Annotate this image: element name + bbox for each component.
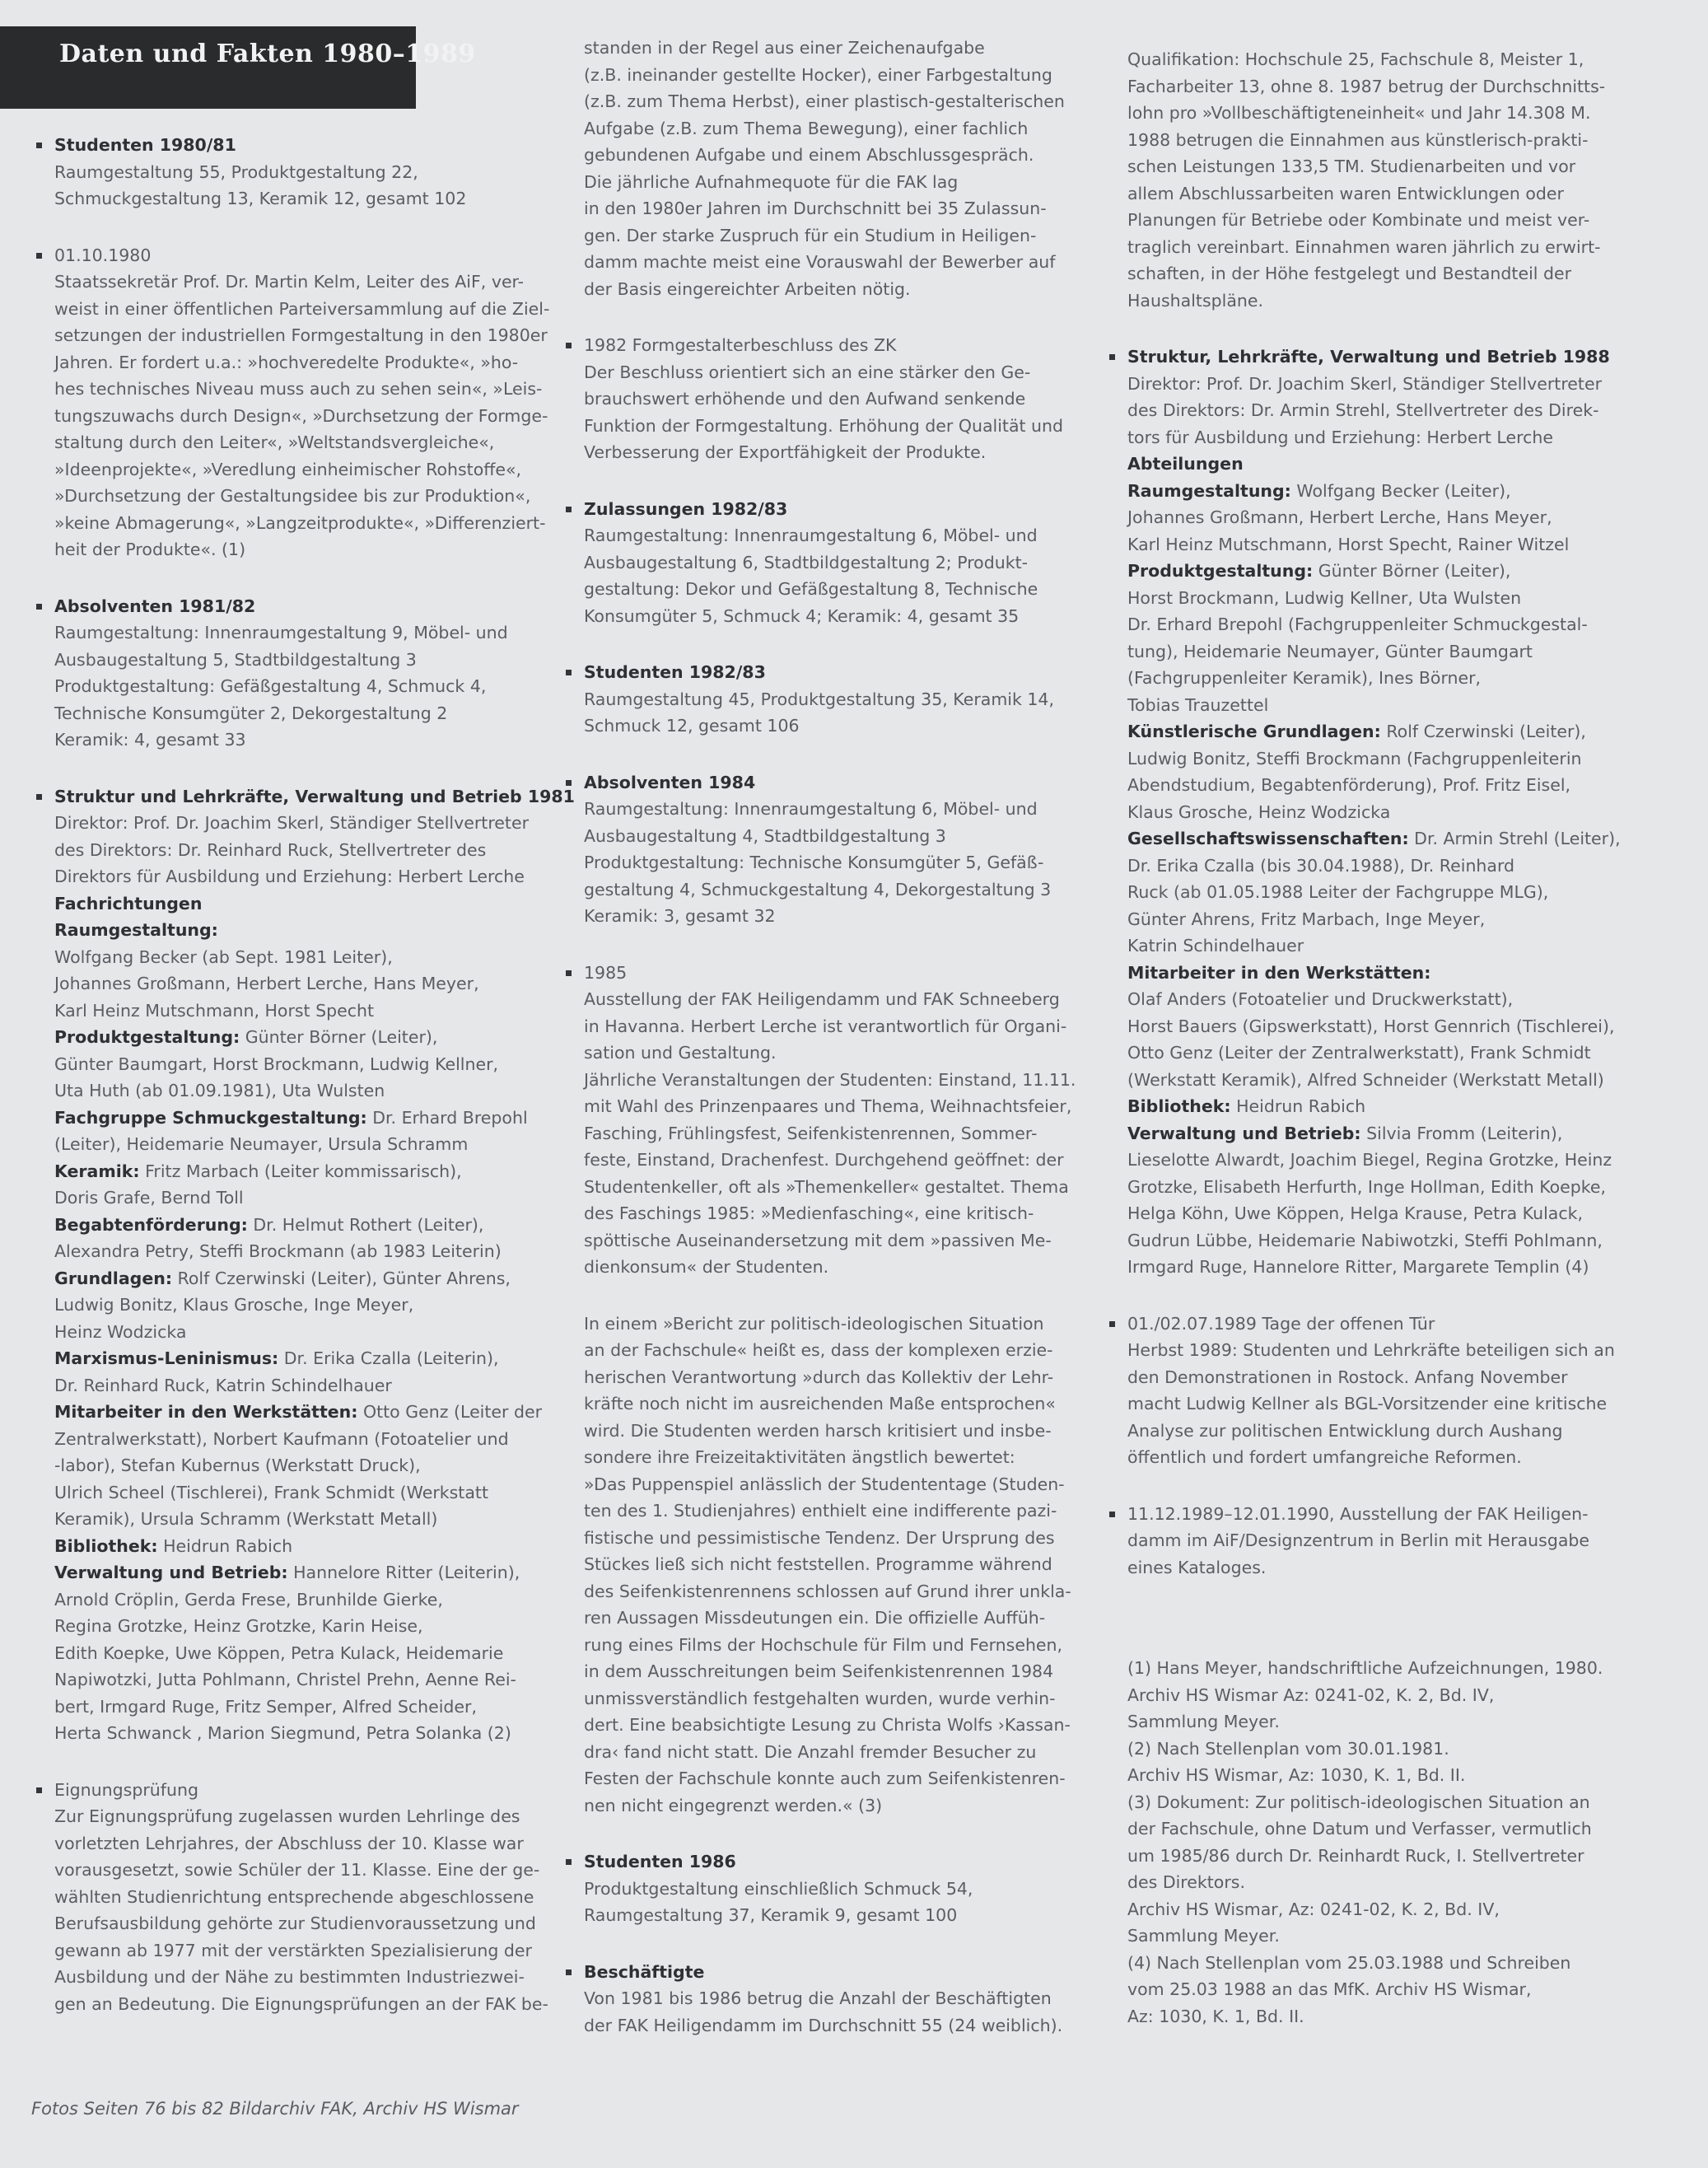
text-line: Edith Koepke, Uwe Köppen, Petra Kulack, Heidemarie: [54, 1642, 504, 1663]
text-line: lohn pro »Vollbeschäftigteneinheit« und Jahr 14.308 M.: [1127, 103, 1591, 123]
text-line: Direktor: Prof. Dr. Joachim Skerl, Ständiger Stellvertreter: [1127, 373, 1602, 394]
entry-heading: Struktur, Lehrkräfte, Verwaltung und Betrieb 1988: [1127, 347, 1610, 367]
section-text: Fritz Marbach (Leiter kommissarisch),: [139, 1161, 462, 1181]
text-line: Lieselotte Alwardt, Joachim Biegel, Regina Grotzke, Heinz: [1127, 1150, 1612, 1170]
section-text: Heidrun Rabich: [1230, 1096, 1366, 1116]
text-line: [1127, 478, 1618, 505]
text-line: Günter Ahrens, Fritz Marbach, Inge Meyer,: [1127, 909, 1486, 929]
text-line: Schmuck 12, gesamt 106: [584, 716, 800, 736]
text-line: Az: 1030, K. 1, Bd. II.: [1127, 2006, 1304, 2026]
section-label: Keramik:: [54, 1161, 140, 1181]
text-line: der FAK Heiligendamm im Durchschnitt 55 (24 weiblich).: [584, 2015, 1063, 2035]
entry: [1108, 343, 1621, 1281]
text-line: des Seifenkistenrennens schlossen auf Grund ihrer unkla-: [584, 1581, 1071, 1601]
text-line: Planungen für Betriebe oder Kombinate und meist ver-: [1127, 210, 1590, 230]
text-line: [1127, 1120, 1618, 1147]
text-line: [54, 1105, 553, 1132]
text-line: (z.B. zum Thema Herbst), einer plastisch-gestalterischen: [584, 91, 1065, 111]
text-line: Raumgestaltung 55, Produktgestaltung 22,: [54, 161, 418, 182]
entry-heading: 01./02.07.1989 Tage der offenen Tür: [1127, 1313, 1435, 1334]
text-line: Direktor: Prof. Dr. Joachim Skerl, Ständiger Stellvertreter: [54, 813, 529, 833]
text-line: [54, 1559, 553, 1586]
text-line: [54, 917, 553, 944]
text-line: Klaus Grosche, Heinz Wodzicka: [1127, 801, 1391, 822]
text-line: Sammlung Meyer.: [1127, 1926, 1280, 1946]
entry: [1108, 46, 1618, 314]
text-line: [1127, 718, 1618, 745]
section-text: Silvia Fromm (Leiterin),: [1360, 1123, 1563, 1143]
text-line: (Leiter), Heidemarie Neumayer, Ursula Schramm: [54, 1134, 469, 1154]
text-line: damm im AiF/Designzentrum in Berlin mit Herausgabe: [1127, 1530, 1590, 1550]
section-label: Abteilungen: [1127, 454, 1244, 474]
text-line: damm machte meist eine Vorauswahl der Bewerber auf: [584, 252, 1056, 272]
text-line: Alexandra Petry, Steffi Brockmann (ab 1983 Leiterin): [54, 1241, 502, 1261]
text-line: Die jährliche Aufnahmequote für die FAK lag: [584, 171, 959, 192]
entry: [1108, 1311, 1618, 1471]
text-line: Horst Bauers (Gipswerkstatt), Horst Gennrich (Tischlerei),: [1127, 1016, 1615, 1036]
text-column-3: [1108, 46, 1621, 2059]
text-line: gen an Bedeutung. Die Eignungsprüfungen an der FAK be-: [54, 1993, 548, 2014]
text-line: Zur Eignungsprüfung zugelassen wurden Lehrlinge des: [54, 1806, 520, 1826]
text-line: nen nicht eingegrenzt werden.« (3): [584, 1795, 883, 1815]
text-line: Ludwig Bonitz, Klaus Grosche, Inge Meyer,: [54, 1295, 414, 1315]
section-label: Gesellschaftswissenschaften:: [1127, 829, 1409, 848]
entry-heading: 11.12.1989–12.01.1990, Ausstellung der FAK Heiligen-: [1127, 1503, 1589, 1524]
text-line: Keramik: 4, gesamt 33: [54, 730, 246, 750]
entry: [564, 1311, 1095, 1820]
text-line: Konsumgüter 5, Schmuck 4; Keramik: 4, gesamt 35: [584, 605, 1020, 626]
text-line: mit Wahl des Prinzenpaares und Thema, Weihnachtsfeier,: [584, 1096, 1072, 1116]
section-label: Mitarbeiter in den Werkstätten:: [54, 1402, 358, 1422]
text-line: standen in der Regel aus einer Zeichenaufgabe: [584, 38, 985, 58]
text-line: Facharbeiter 13, ohne 8. 1987 betrug der Durchschnitts-: [1127, 76, 1606, 96]
text-line: »Das Puppenspiel anlässlich der Studententage (Studen-: [584, 1474, 1065, 1494]
text-line: [54, 1158, 553, 1185]
text-line: [54, 1265, 553, 1292]
section-text: Günter Börner (Leiter),: [1313, 561, 1511, 581]
text-line: Funktion der Formgestaltung. Erhöhung der Qualität und: [584, 415, 1064, 436]
text-line: Katrin Schindelhauer: [1127, 936, 1304, 956]
text-line: (Werkstatt Keramik), Alfred Schneider (Werkstatt Metall): [1127, 1069, 1604, 1090]
text-line: Günter Baumgart, Horst Brockmann, Ludwig Kellner,: [54, 1054, 499, 1074]
text-line: öffentlich und fordert umfangreiche Reformen.: [1127, 1447, 1522, 1467]
text-line: Direktors für Ausbildung und Erziehung: Herbert Lerche: [54, 867, 525, 886]
entry: [35, 132, 553, 213]
text-line: bert, Irmgard Ruge, Fritz Semper, Alfred Scheider,: [54, 1696, 477, 1717]
text-line: (3) Dokument: Zur politisch-ideologischen Situation an: [1127, 1792, 1590, 1812]
text-line: -labor), Stefan Kubernus (Werkstatt Druck),: [54, 1455, 421, 1475]
text-line: Karl Heinz Mutschmann, Horst Specht, Rainer Witzel: [1127, 534, 1570, 554]
text-line: Uta Huth (ab 01.09.1981), Uta Wulsten: [54, 1081, 385, 1100]
text-line: sondere ihre Freizeitaktivitäten ängstlich bewertet:: [584, 1447, 1015, 1467]
text-line: Raumgestaltung: Innenraumgestaltung 6, Möbel- und: [584, 799, 1038, 819]
text-line: vorletzten Lehrjahres, der Abschluss der 10. Klasse war: [54, 1833, 524, 1853]
text-line: Johannes Großmann, Herbert Lerche, Hans Meyer,: [1127, 507, 1552, 527]
text-line: Heinz Wodzicka: [54, 1321, 187, 1342]
text-line: des Faschings 1985: »Medienfasching«, eine kritisch-: [584, 1203, 1034, 1223]
entry-heading: 1985: [584, 962, 628, 983]
entry-heading: Studenten 1982/83: [584, 662, 766, 682]
text-line: kräfte noch nicht im ausreichenden Maße entsprochen«: [584, 1394, 1056, 1413]
text-line: unmissverständlich festgehalten wurden, wurde verhin-: [584, 1688, 1056, 1708]
text-line: gewann ab 1977 mit der verstärkten Spezialisierung der: [54, 1940, 532, 1960]
entry: [564, 1959, 1095, 2040]
text-line: Gudrun Lübbe, Heidemarie Nabiwotzki, Steffi Pohlmann,: [1127, 1230, 1603, 1250]
section-text: Otto Genz (Leiter der: [357, 1402, 543, 1422]
text-line: sation und Gestaltung.: [584, 1043, 777, 1063]
text-line: Von 1981 bis 1986 betrug die Anzahl der Beschäftigten: [584, 1988, 1052, 2008]
text-line: Otto Genz (Leiter der Zentralwerkstatt), Frank Schmidt: [1127, 1043, 1591, 1063]
text-line: Produktgestaltung: Gefäßgestaltung 4, Schmuck 4,: [54, 676, 487, 696]
text-line: Ruck (ab 01.05.1988 Leiter der Fachgruppe MLG),: [1127, 882, 1549, 902]
text-line: (4) Nach Stellenplan vom 25.03.1988 und Schreiben: [1127, 1952, 1571, 1973]
text-line: der Fachschule, ohne Datum und Verfasser, vermutlich: [1127, 1819, 1592, 1839]
text-line: des Direktors.: [1127, 1872, 1245, 1892]
text-line: Schmuckgestaltung 13, Keramik 12, gesamt 102: [54, 189, 467, 208]
text-line: gen. Der starke Zuspruch für ein Studium in Heiligen-: [584, 225, 1037, 245]
text-line: Haushaltspläne.: [1127, 290, 1264, 311]
text-line: Karl Heinz Mutschmann, Horst Specht: [54, 1000, 375, 1021]
text-line: [1127, 960, 1618, 987]
text-line: macht Ludwig Kellner als BGL-Vorsitzender eine kritische: [1127, 1394, 1608, 1413]
text-line: Johannes Großmann, Herbert Lerche, Hans Meyer,: [54, 974, 479, 993]
text-line: Aufgabe (z.B. zum Thema Bewegung), einer fachlich: [584, 118, 1029, 138]
text-line: Napiwotzki, Jutta Pohlmann, Christel Prehn, Aenne Rei-: [54, 1670, 516, 1689]
text-line: Olaf Anders (Fotoatelier und Druckwerkstatt),: [1127, 989, 1514, 1009]
text-line: Abendstudium, Begabtenförderung), Prof. Fritz Eisel,: [1127, 775, 1571, 795]
text-line: fistische und pessimistische Tendenz. Der Ursprung des: [584, 1527, 1055, 1548]
text-line: der Basis eingereichter Arbeiten nötig.: [584, 278, 911, 299]
section-label: Verwaltung und Betrieb:: [54, 1563, 288, 1582]
section-label: Raumgestaltung:: [54, 920, 218, 940]
text-column-1: [35, 132, 575, 2047]
entry: [35, 242, 553, 563]
text-line: Raumgestaltung: Innenraumgestaltung 9, Möbel- und: [54, 623, 508, 642]
section-text: Dr. Erika Czalla (Leiterin),: [278, 1348, 499, 1368]
text-line: Tobias Trauzettel: [1127, 694, 1269, 715]
section-label: Bibliothek:: [1127, 1096, 1231, 1116]
entry: [564, 659, 1095, 740]
text-line: eines Kataloges.: [1127, 1557, 1267, 1577]
text-line: dert. Eine beabsichtigte Lesung zu Christa Wolfs ›Kassan-: [584, 1715, 1071, 1735]
entry: [35, 593, 553, 754]
entry: [1108, 1655, 1618, 2030]
text-line: Produktgestaltung einschließlich Schmuck 54,: [584, 1878, 973, 1899]
section-text: Hannelore Ritter (Leiterin),: [287, 1563, 520, 1582]
text-line: Ausbaugestaltung 4, Stadtbildgestaltung 3: [584, 825, 946, 846]
entry-heading: Eignungsprüfung: [54, 1779, 198, 1800]
text-line: Fasching, Frühlingsfest, Seifenkistenrennen, Sommer-: [584, 1123, 1038, 1143]
text-line: Stückes ließ sich nicht feststellen. Programme während: [584, 1554, 1052, 1574]
text-line: spöttische Auseinandersetzung mit dem »passiven Me-: [584, 1230, 1052, 1250]
text-line: den Demonstrationen in Rostock. Anfang November: [1127, 1367, 1568, 1387]
section-label: Produktgestaltung:: [54, 1027, 240, 1047]
text-line: in den 1980er Jahren im Durchschnitt bei 35 Zulassun-: [584, 199, 1047, 218]
text-line: rung eines Films der Hochschule für Film und Fernsehen,: [584, 1634, 1063, 1655]
text-line: Regina Grotzke, Heinz Grotzke, Karin Heise,: [54, 1616, 423, 1636]
section-label: Fachgruppe Schmuckgestaltung:: [54, 1107, 367, 1128]
entry: [1108, 1501, 1618, 1582]
text-line: in dem Ausschreitungen beim Seifenkistenrennen 1984: [584, 1661, 1054, 1681]
text-line: Analyse zur politischen Entwicklung durch Aushang: [1127, 1420, 1563, 1441]
entry-heading: 1982 Formgestalterbeschluss des ZK: [584, 335, 897, 355]
text-line: brauchswert erhöhende und den Aufwand senkende: [584, 389, 1026, 409]
entry-heading: 01.10.1980: [54, 245, 152, 265]
text-line: Helga Köhn, Uwe Köppen, Helga Krause, Petra Kulack,: [1127, 1203, 1584, 1223]
entry-heading: Studenten 1986: [584, 1852, 736, 1871]
entry-heading: Struktur und Lehrkräfte, Verwaltung und Betrieb 1981: [54, 786, 575, 806]
text-line: dra‹ fand nicht statt. Die Anzahl fremder Besucher zu: [584, 1741, 1037, 1762]
text-line: vorausgesetzt, sowie Schüler der 11. Klasse. Eine der ge-: [54, 1860, 540, 1880]
text-line: des Direktors: Dr. Reinhard Ruck, Stellvertreter des: [54, 839, 487, 860]
entry-heading: Beschäftigte: [584, 1961, 705, 1982]
text-line: tung), Heidemarie Neumayer, Günter Baumgart: [1127, 641, 1533, 661]
text-line: gestaltung: Dekor und Gefäßgestaltung 8, Technische: [584, 579, 1038, 599]
text-line: Jahren. Er fordert u.a.: »hochveredelte Produkte«, »ho-: [54, 352, 519, 372]
section-text: Wolfgang Becker (Leiter),: [1290, 480, 1511, 501]
section-label: Verwaltung und Betrieb:: [1127, 1123, 1361, 1143]
text-line: [54, 1533, 553, 1560]
text-line: Ausstellung der FAK Heiligendamm und FAK Schneeberg: [584, 989, 1060, 1009]
text-line: Verbesserung der Exportfähigkeit der Produkte.: [584, 442, 987, 462]
text-line: Dr. Erhard Brepohl (Fachgruppenleiter Schmuckgestal-: [1127, 614, 1588, 634]
text-line: staltung durch den Leiter«, »Weltstandsvergleiche«,: [54, 432, 495, 452]
text-line: heit der Produkte«. (1): [54, 540, 246, 559]
text-line: [54, 1024, 553, 1051]
section-label: Grundlagen:: [54, 1268, 173, 1288]
section-label: Fachrichtungen: [54, 893, 203, 913]
page-title: Daten und Fakten 1980–1989: [59, 40, 476, 68]
entry: [564, 769, 1095, 930]
text-line: schen Leistungen 133,5 TM. Studienarbeiten und vor: [1127, 157, 1576, 176]
section-label: Bibliothek:: [54, 1535, 158, 1556]
text-line: Arnold Cröplin, Gerda Frese, Brunhilde Gierke,: [54, 1589, 443, 1610]
text-line: Horst Brockmann, Ludwig Kellner, Uta Wulsten: [1127, 587, 1522, 608]
section-label: Begabtenförderung:: [54, 1214, 248, 1235]
text-column-2: [564, 35, 1095, 2068]
text-line: an der Fachschule« heißt es, dass der komplexen erzie-: [584, 1340, 1053, 1360]
text-line: Archiv HS Wismar Az: 0241-02, K. 2, Bd. IV,: [1127, 1684, 1495, 1705]
text-line: weist in einer öffentlichen Parteiversammlung auf die Ziel-: [54, 298, 550, 319]
text-line: »Durchsetzung der Gestaltungsidee bis zur Produktion«,: [54, 486, 531, 506]
text-line: Raumgestaltung: Innenraumgestaltung 6, Möbel- und: [584, 526, 1038, 545]
text-line: Wolfgang Becker (ab Sept. 1981 Leiter),: [54, 946, 393, 967]
text-line: Festen der Fachschule konnte auch zum Seifenkistenren-: [584, 1769, 1066, 1788]
section-label: Mitarbeiter in den Werkstätten:: [1127, 962, 1431, 983]
text-line: feste, Einstand, Drachenfest. Durchgehend geöffnet: der: [584, 1150, 1064, 1170]
entry: [35, 1777, 553, 2018]
text-line: Qualifikation: Hochschule 25, Fachschule 8, Meister 1,: [1127, 49, 1584, 69]
text-line: [1127, 1093, 1618, 1120]
text-line: Herbst 1989: Studenten und Lehrkräfte beteiligen sich an: [1127, 1340, 1615, 1360]
text-line: tungszuwachs durch Design«, »Durchsetzung der Formge-: [54, 405, 548, 426]
text-line: [54, 1212, 553, 1239]
text-line: wählten Studienrichtung entsprechende abgeschlossene: [54, 1886, 534, 1907]
text-line: Produktgestaltung: Technische Konsumgüter 5, Gefäß-: [584, 853, 1044, 872]
entry: [564, 35, 1095, 302]
text-line: Berufsausbildung gehörte zur Studienvoraussetzung und: [54, 1913, 536, 1933]
text-line: Ausbaugestaltung 5, Stadtbildgestaltung 3: [54, 649, 417, 670]
text-line: [1127, 558, 1618, 585]
text-line: [1127, 825, 1621, 853]
text-line: Archiv HS Wismar, Az: 0241-02, K. 2, Bd. IV,: [1127, 1899, 1500, 1919]
text-line: gestaltung 4, Schmuckgestaltung 4, Dekorgestaltung 3: [584, 879, 1052, 899]
text-line: Raumgestaltung 45, Produktgestaltung 35, Keramik 14,: [584, 689, 1054, 709]
text-line: Irmgard Ruge, Hannelore Ritter, Margarete Templin (4): [1127, 1257, 1589, 1277]
text-line: [1127, 451, 1618, 478]
text-line: wird. Die Studenten werden harsch kritisiert und insbe-: [584, 1420, 1052, 1441]
text-line: [54, 1399, 553, 1426]
text-line: Doris Grafe, Bernd Toll: [54, 1188, 244, 1208]
text-line: [54, 1345, 553, 1372]
text-line: Grotzke, Elisabeth Herfurth, Inge Hollman, Edith Koepke,: [1127, 1176, 1607, 1197]
text-line: (z.B. ineinander gestellte Hocker), einer Farbgestaltung: [584, 64, 1052, 85]
section-text: Rolf Czerwinski (Leiter), Günter Ahrens,: [172, 1268, 511, 1288]
text-line: tors für Ausbildung und Erziehung: Herbert Lerche: [1127, 427, 1553, 447]
text-line: Ausbildung und der Nähe zu bestimmten Industriezwei-: [54, 1967, 525, 1987]
text-line: »Ideenprojekte«, »Veredlung einheimischer Rohstoffe«,: [54, 459, 522, 479]
text-line: Der Beschluss orientiert sich an eine stärker den Ge-: [584, 362, 1031, 382]
entry-heading: Absolventen 1984: [584, 772, 756, 792]
text-line: traglich vereinbart. Einnahmen waren jährlich zu erwirt-: [1127, 236, 1601, 257]
text-line: Herta Schwanck , Marion Siegmund, Petra Solanka (2): [54, 1723, 511, 1743]
section-label: Marxismus-Leninismus:: [54, 1348, 279, 1368]
section-text: Heidrun Rabich: [157, 1535, 293, 1556]
section-text: Dr. Armin Strehl (Leiter),: [1408, 829, 1621, 848]
text-line: (1) Hans Meyer, handschriftliche Aufzeichnungen, 1980.: [1127, 1658, 1603, 1678]
section-text: Dr. Erhard Brepohl: [366, 1107, 528, 1128]
text-line: Dr. Reinhard Ruck, Katrin Schindelhauer: [54, 1375, 392, 1395]
text-line: hes technisches Niveau muss auch zu sehen sein«, »Leis-: [54, 379, 543, 399]
text-line: um 1985/86 durch Dr. Reinhardt Ruck, I. Stellvertreter: [1127, 1845, 1584, 1866]
text-line: »keine Abmagerung«, »Langzeitprodukte«, »Differenziert-: [54, 512, 546, 533]
text-line: Studentenkeller, oft als »Themenkeller« gestaltet. Thema: [584, 1176, 1069, 1197]
entry: [564, 332, 1095, 466]
text-line: dienkonsum« der Studenten.: [584, 1257, 829, 1277]
text-line: Dr. Erika Czalla (bis 30.04.1988), Dr. Reinhard: [1127, 855, 1515, 876]
entry: [564, 496, 1095, 630]
entry-heading: Zulassungen 1982/83: [584, 498, 788, 519]
text-line: ten des 1. Studienjahres) enthielt eine indifferente pazi-: [584, 1501, 1057, 1521]
text-line: schaften, in der Höhe festgelegt und Bestandteil der: [1127, 264, 1572, 283]
text-line: allem Abschlussarbeiten waren Entwicklungen oder: [1127, 183, 1564, 203]
section-label: Künstlerische Grundlagen:: [1127, 722, 1381, 741]
section-text: Dr. Helmut Rothert (Leiter),: [247, 1214, 484, 1235]
entry-heading: Studenten 1980/81: [54, 135, 236, 155]
text-line: Staatssekretär Prof. Dr. Martin Kelm, Leiter des AiF, ver-: [54, 272, 525, 292]
section-label: Produktgestaltung:: [1127, 561, 1314, 581]
text-line: vom 25.03 1988 an das MfK. Archiv HS Wismar,: [1127, 1979, 1532, 1999]
section-label: Raumgestaltung:: [1127, 480, 1291, 501]
section-text: Günter Börner (Leiter),: [240, 1027, 438, 1047]
text-line: (2) Nach Stellenplan vom 30.01.1981.: [1127, 1738, 1449, 1759]
entry: [564, 1848, 1095, 1929]
text-line: (Fachgruppenleiter Keramik), Ines Börner,: [1127, 668, 1482, 688]
photo-credit-caption: Fotos Seiten 76 bis 82 Bildarchiv FAK, Archiv HS Wismar: [31, 2099, 519, 2119]
text-line: ren Aussagen Missdeutungen ein. Die offizielle Auffüh-: [584, 1608, 1046, 1628]
text-line: Raumgestaltung 37, Keramik 9, gesamt 100: [584, 1905, 958, 1925]
text-line: Keramik), Ursula Schramm (Werkstatt Metall): [54, 1509, 438, 1529]
text-line: 1988 betrugen die Einnahmen aus künstlerisch-prakti-: [1127, 129, 1589, 150]
text-line: Jährliche Veranstaltungen der Studenten: Einstand, 11.11.: [584, 1069, 1076, 1090]
text-line: des Direktors: Dr. Armin Strehl, Stellvertreter des Direk-: [1127, 400, 1599, 420]
text-line: gebundenen Aufgabe und einem Abschlussgespräch.: [584, 145, 1034, 165]
entry: [35, 783, 575, 1747]
entry: [564, 960, 1095, 1281]
text-line: Ausbaugestaltung 6, Stadtbildgestaltung 2; Produkt-: [584, 552, 1029, 572]
text-line: setzungen der industriellen Formgestaltung in den 1980er: [54, 325, 548, 345]
text-line: herischen Verantwortung »durch das Kollektiv der Lehr-: [584, 1367, 1054, 1387]
text-line: [54, 890, 553, 918]
text-line: Zentralwerkstatt), Norbert Kaufmann (Fotoatelier und: [54, 1428, 509, 1449]
entry-heading: Absolventen 1981/82: [54, 596, 256, 616]
text-line: Sammlung Meyer.: [1127, 1712, 1280, 1731]
text-line: Archiv HS Wismar, Az: 1030, K. 1, Bd. II.: [1127, 1765, 1466, 1785]
text-line: Ludwig Bonitz, Steffi Brockmann (Fachgruppenleiterin: [1127, 748, 1582, 769]
text-line: Technische Konsumgüter 2, Dekorgestaltung 2: [54, 703, 448, 723]
text-line: In einem »Bericht zur politisch-ideologischen Situation: [584, 1313, 1044, 1334]
section-text: Rolf Czerwinski (Leiter),: [1380, 722, 1586, 741]
text-line: in Havanna. Herbert Lerche ist verantwortlich für Organi-: [584, 1016, 1067, 1036]
text-line: Keramik: 3, gesamt 32: [584, 906, 776, 926]
text-line: Ulrich Scheel (Tischlerei), Frank Schmidt (Werkstatt: [54, 1482, 488, 1502]
